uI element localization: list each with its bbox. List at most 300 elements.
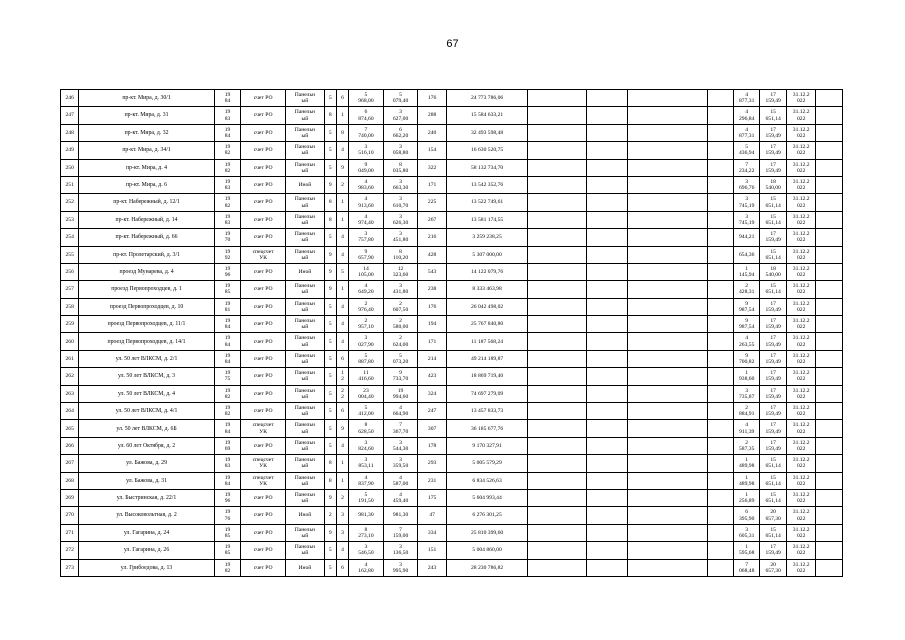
residents-cell: 324 <box>418 385 447 402</box>
entrances-cell: 6 <box>336 559 348 576</box>
empty-cell <box>707 107 733 124</box>
living-area-cell: 2 624,00 <box>383 333 418 350</box>
row-number-cell: 259 <box>61 316 79 333</box>
empty-cell <box>816 246 843 263</box>
repair-cost-cell: 5 004 860,00 <box>446 542 527 559</box>
empty-cell <box>816 90 843 107</box>
empty-cell <box>707 316 733 333</box>
floors-cell: 5 <box>324 298 336 315</box>
total-area-cell: 9 657,90 <box>349 246 384 263</box>
max-cost-cell: 17 159,49 <box>760 542 786 559</box>
unit-cost-cell: 1 256,89 <box>733 489 759 506</box>
total-area-cell: 8 628,50 <box>349 420 384 437</box>
living-area-cell: 2 607,50 <box>383 298 418 315</box>
deadline-cell: 31.12.2 022 <box>786 455 816 472</box>
entrances-cell: 4 <box>336 316 348 333</box>
fund-method-cell: счет РО <box>241 316 286 333</box>
entrances-cell: 1 <box>336 455 348 472</box>
wall-material-cell: Панельн ый <box>286 420 325 437</box>
table-row <box>61 333 843 350</box>
address-cell: ул. 50 лет ВЛКСМ, д. 2/1 <box>79 350 214 367</box>
max-cost-cell: 17 159,49 <box>760 437 786 454</box>
living-area-cell: 3 359,50 <box>383 455 418 472</box>
empty-cell <box>816 507 843 524</box>
empty-cell <box>587 159 628 176</box>
empty-cell <box>528 263 587 280</box>
empty-cell <box>628 263 707 280</box>
empty-cell <box>707 368 733 385</box>
empty-cell <box>816 333 843 350</box>
year-cell: 19 75 <box>214 368 240 385</box>
row-number-cell: 272 <box>61 542 79 559</box>
wall-material-cell: Панельн ый <box>286 524 325 541</box>
residents-cell: 293 <box>418 455 447 472</box>
row-number-cell: 248 <box>61 124 79 141</box>
empty-cell <box>587 437 628 454</box>
fund-method-cell: счет РО <box>241 350 286 367</box>
max-cost-cell: 17 159,49 <box>760 350 786 367</box>
total-area-cell: 11 416,60 <box>349 368 384 385</box>
table-row <box>61 159 843 176</box>
entrances-cell: 4 <box>336 542 348 559</box>
deadline-cell: 31.12.2 022 <box>786 368 816 385</box>
deadline-cell: 31.12.2 022 <box>786 316 816 333</box>
wall-material-cell: Панельн ый <box>286 437 325 454</box>
total-area-cell: 5 412,00 <box>349 403 384 420</box>
deadline-cell: 31.12.2 022 <box>786 437 816 454</box>
living-area-cell: 3 610,70 <box>383 194 418 211</box>
floors-cell: 5 <box>324 159 336 176</box>
max-cost-cell: 17 159,49 <box>760 142 786 159</box>
year-cell: 19 84 <box>214 350 240 367</box>
empty-cell <box>707 90 733 107</box>
address-cell: ул. Высоковольтная, д. 2 <box>79 507 214 524</box>
wall-material-cell: Панельн ый <box>286 211 325 228</box>
row-number-cell: 247 <box>61 107 79 124</box>
empty-cell <box>587 472 628 489</box>
deadline-cell: 31.12.2 022 <box>786 176 816 193</box>
address-cell: ул. 50 лет ВЛКСМ, д. 4 <box>79 385 214 402</box>
wall-material-cell: Панельн ый <box>286 350 325 367</box>
row-number-cell: 256 <box>61 263 79 280</box>
empty-cell <box>528 107 587 124</box>
fund-method-cell: счет РО <box>241 298 286 315</box>
wall-material-cell: Панельн ый <box>286 298 325 315</box>
total-area-cell: 3 027,90 <box>349 333 384 350</box>
living-area-cell: 3 058,80 <box>383 142 418 159</box>
empty-cell <box>528 489 587 506</box>
max-cost-cell: 17 159,49 <box>760 124 786 141</box>
unit-cost-cell: 3 735,87 <box>733 385 759 402</box>
wall-material-cell: Панельн ый <box>286 246 325 263</box>
living-area-cell: 3 627,00 <box>383 107 418 124</box>
max-cost-cell: 15 651,14 <box>760 455 786 472</box>
floors-cell: 9 <box>324 524 336 541</box>
floors-cell: 5 <box>324 350 336 367</box>
address-cell: ул. Бажова, д. 29 <box>79 455 214 472</box>
empty-cell <box>528 420 587 437</box>
empty-cell <box>528 194 587 211</box>
empty-cell <box>816 124 843 141</box>
floors-cell: 5 <box>324 420 336 437</box>
unit-cost-cell: 1 489,98 <box>733 472 759 489</box>
floors-cell: 8 <box>324 107 336 124</box>
floors-cell: 9 <box>324 246 336 263</box>
empty-cell <box>587 229 628 246</box>
fund-method-cell: счет РО <box>241 489 286 506</box>
empty-cell <box>628 420 707 437</box>
empty-cell <box>628 211 707 228</box>
floors-cell: 9 <box>324 489 336 506</box>
empty-cell <box>587 403 628 420</box>
empty-cell <box>816 437 843 454</box>
living-area-cell: 7 159,00 <box>383 524 418 541</box>
deadline-cell: 31.12.2 022 <box>786 350 816 367</box>
address-cell: ул. Гагарина, д. 26 <box>79 542 214 559</box>
wall-material-cell: Панельн ый <box>286 107 325 124</box>
living-area-cell: 5 073,20 <box>383 350 418 367</box>
address-cell: ул. 50 лет ВЛКСМ, д. 6Б <box>79 420 214 437</box>
total-area-cell: 4 983,60 <box>349 176 384 193</box>
empty-cell <box>816 455 843 472</box>
wall-material-cell: Панельн ый <box>286 229 325 246</box>
floors-cell: 5 <box>324 229 336 246</box>
max-cost-cell: 17 159,49 <box>760 90 786 107</box>
row-number-cell: 262 <box>61 368 79 385</box>
residents-cell: 194 <box>418 316 447 333</box>
empty-cell <box>628 350 707 367</box>
living-area-cell: 6 662,20 <box>383 124 418 141</box>
total-area-cell: 14 105,00 <box>349 263 384 280</box>
empty-cell <box>816 176 843 193</box>
table-row <box>61 437 843 454</box>
max-cost-cell: 17 159,49 <box>760 420 786 437</box>
empty-cell <box>628 159 707 176</box>
total-area-cell: 4 974,40 <box>349 211 384 228</box>
repair-cost-cell: 9 170 327,91 <box>446 437 527 454</box>
deadline-cell: 31.12.2 022 <box>786 333 816 350</box>
address-cell: пр-кт. Пролетарский, д. 3/1 <box>79 246 214 263</box>
empty-cell <box>587 281 628 298</box>
year-cell: 19 84 <box>214 316 240 333</box>
repair-cost-cell: 25 767 840,80 <box>446 316 527 333</box>
unit-cost-cell: 9 987,54 <box>733 316 759 333</box>
floors-cell: 8 <box>324 194 336 211</box>
empty-cell <box>528 368 587 385</box>
table-row <box>61 316 843 333</box>
total-area-cell: 8 273,10 <box>349 524 384 541</box>
fund-method-cell: счет РО <box>241 159 286 176</box>
unit-cost-cell: 4 296,84 <box>733 107 759 124</box>
wall-material-cell: Панельн ый <box>286 403 325 420</box>
residents-cell: 225 <box>418 194 447 211</box>
deadline-cell: 31.12.2 022 <box>786 124 816 141</box>
living-area-cell: 2 580,00 <box>383 316 418 333</box>
table-row <box>61 263 843 280</box>
year-cell: 19 70 <box>214 229 240 246</box>
residents-cell: 334 <box>418 524 447 541</box>
residents-cell: 47 <box>418 507 447 524</box>
repair-cost-cell: 13 457 833,73 <box>446 403 527 420</box>
unit-cost-cell: 4 911,39 <box>733 420 759 437</box>
table-row <box>61 524 843 541</box>
address-cell: ул. Грибоедова, д. 13 <box>79 559 214 576</box>
entrances-cell: 6 <box>336 350 348 367</box>
empty-cell <box>587 246 628 263</box>
address-cell: ул. 60 лет Октября, д. 2 <box>79 437 214 454</box>
table-row <box>61 489 843 506</box>
empty-cell <box>528 559 587 576</box>
row-number-cell: 266 <box>61 437 79 454</box>
empty-cell <box>528 437 587 454</box>
empty-cell <box>816 229 843 246</box>
empty-cell <box>707 211 733 228</box>
table-row <box>61 385 843 402</box>
year-cell: 19 82 <box>214 159 240 176</box>
empty-cell <box>707 124 733 141</box>
address-cell: пр-кт. Мира, д. 4 <box>79 159 214 176</box>
repair-cost-cell: 36 185 677,76 <box>446 420 527 437</box>
deadline-cell: 31.12.2 022 <box>786 542 816 559</box>
floors-cell: 5 <box>324 316 336 333</box>
empty-cell <box>707 455 733 472</box>
empty-cell <box>587 90 628 107</box>
empty-cell <box>707 298 733 315</box>
deadline-cell: 31.12.2 022 <box>786 298 816 315</box>
row-number-cell: 267 <box>61 455 79 472</box>
living-area-cell: 3 995,90 <box>383 559 418 576</box>
residents-cell: 238 <box>418 281 447 298</box>
total-area-cell: 3 546,50 <box>349 542 384 559</box>
row-number-cell: 270 <box>61 507 79 524</box>
wall-material-cell: Панельн ый <box>286 455 325 472</box>
residents-cell: 171 <box>418 176 447 193</box>
unit-cost-cell: 654,36 <box>733 246 759 263</box>
repair-cost-cell: 26 042 498,02 <box>446 298 527 315</box>
living-area-cell: 19 994,60 <box>383 385 418 402</box>
row-number-cell: 263 <box>61 385 79 402</box>
floors-cell: 9 <box>324 281 336 298</box>
row-number-cell: 254 <box>61 229 79 246</box>
empty-cell <box>707 159 733 176</box>
empty-cell <box>628 107 707 124</box>
total-area-cell: 5 191,50 <box>349 489 384 506</box>
fund-method-cell: счет РО <box>241 142 286 159</box>
address-cell: пр-кт. Мира, д. 30/1 <box>79 90 214 107</box>
address-cell: ул. Быстринская, д. 22/1 <box>79 489 214 506</box>
empty-cell <box>528 524 587 541</box>
empty-cell <box>628 542 707 559</box>
repair-cost-cell: 16 630 520,75 <box>446 142 527 159</box>
unit-cost-cell: 3 745,19 <box>733 211 759 228</box>
deadline-cell: 31.12.2 022 <box>786 489 816 506</box>
table-row <box>61 350 843 367</box>
deadline-cell: 31.12.2 022 <box>786 90 816 107</box>
entrances-cell: 5 <box>336 263 348 280</box>
empty-cell <box>587 524 628 541</box>
max-cost-cell: 15 651,14 <box>760 524 786 541</box>
unit-cost-cell: 9 700,82 <box>733 350 759 367</box>
year-cell: 19 84 <box>214 90 240 107</box>
living-area-cell: 3 431,80 <box>383 281 418 298</box>
empty-cell <box>816 316 843 333</box>
address-cell: ул. 50 лет ВЛКСМ, д. 4/1 <box>79 403 214 420</box>
empty-cell <box>816 420 843 437</box>
empty-cell <box>707 246 733 263</box>
empty-cell <box>587 194 628 211</box>
empty-cell <box>707 559 733 576</box>
repair-cost-cell: 28 230 786,82 <box>446 559 527 576</box>
floors-cell: 5 <box>324 333 336 350</box>
repair-cost-cell: 32 493 598,48 <box>446 124 527 141</box>
empty-cell <box>628 90 707 107</box>
total-area-cell: 4 162,80 <box>349 559 384 576</box>
repair-cost-cell: 5 604 993,44 <box>446 489 527 506</box>
unit-cost-cell: 4 877,31 <box>733 124 759 141</box>
entrances-cell: 4 <box>336 437 348 454</box>
wall-material-cell: Панельн ый <box>286 316 325 333</box>
unit-cost-cell: 7 234,22 <box>733 159 759 176</box>
page-number: 67 <box>446 38 459 50</box>
living-area-cell: 9 733,70 <box>383 368 418 385</box>
empty-cell <box>628 403 707 420</box>
empty-cell <box>528 229 587 246</box>
table-row <box>61 368 843 385</box>
empty-cell <box>707 542 733 559</box>
entrances-cell: 9 <box>336 159 348 176</box>
unit-cost-cell: 5 436,94 <box>733 142 759 159</box>
empty-cell <box>707 176 733 193</box>
empty-cell <box>587 333 628 350</box>
empty-cell <box>707 489 733 506</box>
year-cell: 19 82 <box>214 194 240 211</box>
unit-cost-cell: 2 428,31 <box>733 281 759 298</box>
empty-cell <box>587 316 628 333</box>
repair-cost-cell: 14 122 079,76 <box>446 263 527 280</box>
row-number-cell: 246 <box>61 90 79 107</box>
total-area-cell: 3 853,11 <box>349 455 384 472</box>
empty-cell <box>587 350 628 367</box>
table-row <box>61 124 843 141</box>
unit-cost-cell: 1 595,68 <box>733 542 759 559</box>
total-area-cell: 3 516,10 <box>349 142 384 159</box>
empty-cell <box>816 159 843 176</box>
residents-cell: 178 <box>418 437 447 454</box>
total-area-cell: 5 887,80 <box>349 350 384 367</box>
deadline-cell: 31.12.2 022 <box>786 559 816 576</box>
living-area-cell: 12 323,60 <box>383 263 418 280</box>
address-cell: пр-кт. Мира, д. 6 <box>79 176 214 193</box>
empty-cell <box>628 333 707 350</box>
empty-cell <box>587 385 628 402</box>
entrances-cell: 1 <box>336 472 348 489</box>
empty-cell <box>587 298 628 315</box>
residents-cell: 543 <box>418 263 447 280</box>
empty-cell <box>528 403 587 420</box>
address-cell: пр-кт. Мира, д. 32 <box>79 124 214 141</box>
address-cell: ул. Бажова, д. 31 <box>79 472 214 489</box>
empty-cell <box>628 385 707 402</box>
empty-cell <box>587 455 628 472</box>
empty-cell <box>816 194 843 211</box>
year-cell: 19 76 <box>214 507 240 524</box>
living-area-cell: 981,30 <box>383 507 418 524</box>
entrances-cell: 2 <box>336 489 348 506</box>
deadline-cell: 31.12.2 022 <box>786 142 816 159</box>
repair-cost-cell: 13 542 352,76 <box>446 176 527 193</box>
wall-material-cell: Панельн ый <box>286 194 325 211</box>
empty-cell <box>628 124 707 141</box>
floors-cell: 8 <box>324 472 336 489</box>
empty-cell <box>816 559 843 576</box>
wall-material-cell: Панельн ый <box>286 142 325 159</box>
year-cell: 19 85 <box>214 281 240 298</box>
unit-cost-cell: 7 068,48 <box>733 559 759 576</box>
unit-cost-cell: 9 987,54 <box>733 298 759 315</box>
table-row <box>61 542 843 559</box>
year-cell: 19 83 <box>214 455 240 472</box>
empty-cell <box>528 542 587 559</box>
empty-cell <box>628 489 707 506</box>
empty-cell <box>587 420 628 437</box>
empty-cell <box>707 403 733 420</box>
wall-material-cell: Панельн ый <box>286 159 325 176</box>
entrances-cell: 1 <box>336 194 348 211</box>
empty-cell <box>707 229 733 246</box>
deadline-cell: 31.12.2 022 <box>786 229 816 246</box>
empty-cell <box>528 316 587 333</box>
year-cell: 19 69 <box>214 437 240 454</box>
year-cell: 19 81 <box>214 298 240 315</box>
row-number-cell: 261 <box>61 350 79 367</box>
empty-cell <box>628 559 707 576</box>
max-cost-cell: 17 159,49 <box>760 159 786 176</box>
fund-method-cell: счет РО <box>241 107 286 124</box>
repair-cost-cell: 5 307 000,00 <box>446 246 527 263</box>
unit-cost-cell: 1 938,60 <box>733 368 759 385</box>
residents-cell: 307 <box>418 420 447 437</box>
wall-material-cell: Иной <box>286 263 325 280</box>
entrances-cell: 4 <box>336 142 348 159</box>
year-cell: 19 83 <box>214 107 240 124</box>
empty-cell <box>528 298 587 315</box>
address-cell: пр-кт. Набережный, д. 66 <box>79 229 214 246</box>
empty-cell <box>628 316 707 333</box>
deadline-cell: 31.12.2 022 <box>786 420 816 437</box>
table-row <box>61 420 843 437</box>
fund-method-cell: счет РО <box>241 385 286 402</box>
address-cell: пр-кт. Мира, д. 31 <box>79 107 214 124</box>
wall-material-cell: Панельн ый <box>286 281 325 298</box>
floors-cell: 8 <box>324 455 336 472</box>
empty-cell <box>707 194 733 211</box>
residents-cell: 151 <box>418 542 447 559</box>
wall-material-cell: Панельн ый <box>286 489 325 506</box>
repair-cost-cell: 49 214 189,87 <box>446 350 527 367</box>
residents-cell: 176 <box>418 298 447 315</box>
floors-cell: 5 <box>324 542 336 559</box>
row-number-cell: 264 <box>61 403 79 420</box>
total-area-cell: 2 976,40 <box>349 298 384 315</box>
empty-cell <box>816 472 843 489</box>
empty-cell <box>628 455 707 472</box>
empty-cell <box>528 176 587 193</box>
fund-method-cell: счет РО <box>241 281 286 298</box>
fund-method-cell: счет РО <box>241 542 286 559</box>
living-area-cell: 8 110,20 <box>383 246 418 263</box>
floors-cell: 5 <box>324 124 336 141</box>
empty-cell <box>528 455 587 472</box>
